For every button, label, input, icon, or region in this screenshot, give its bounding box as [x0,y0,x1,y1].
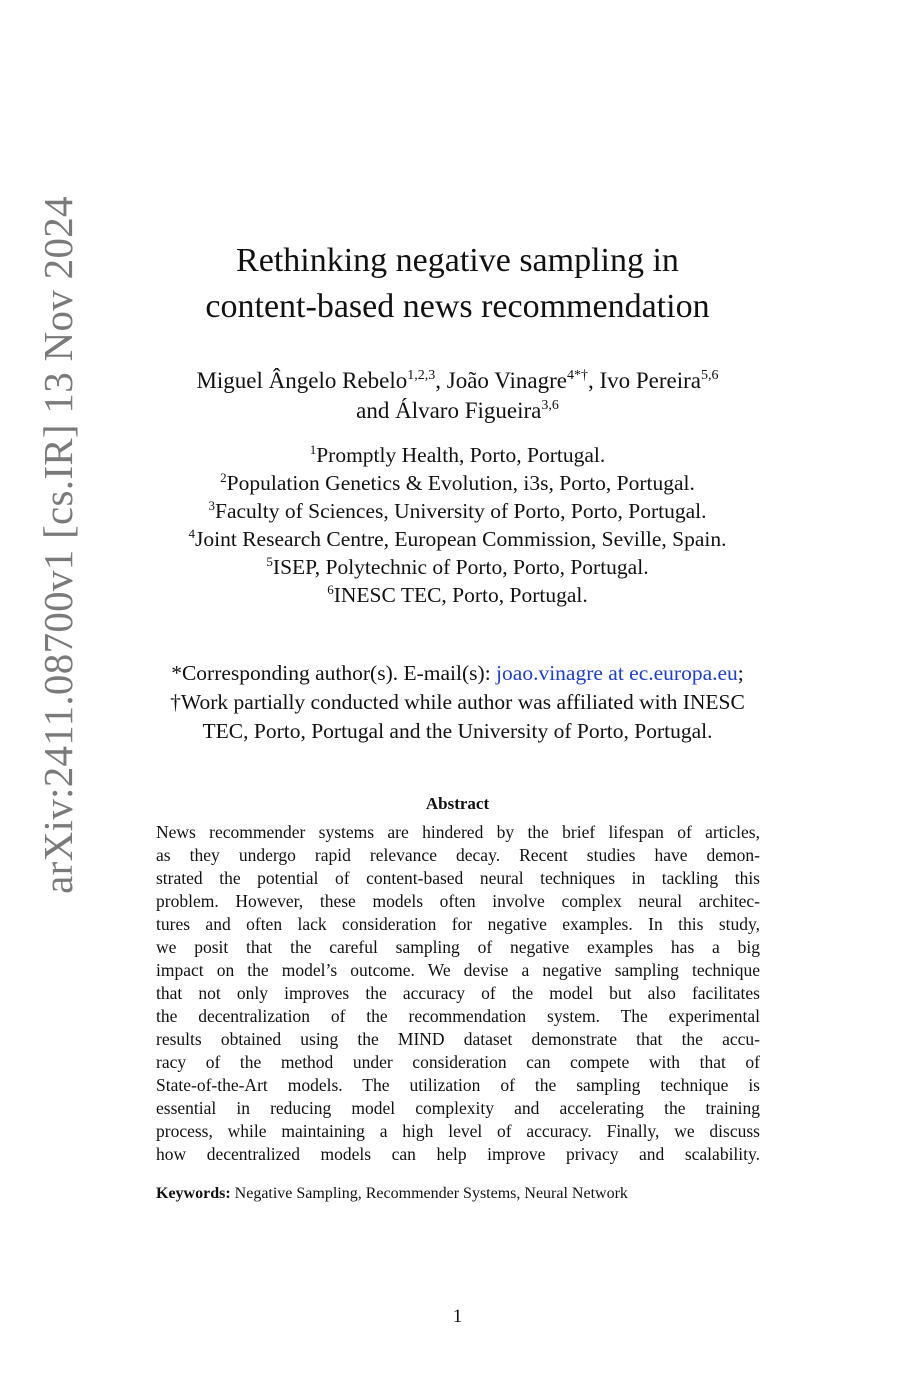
abstract-line: problem. However, these models often involve complex neural architec- [156,891,760,911]
affiliation-text: ISEP, Polytechnic of Porto, Porto, Portugal. [272,555,649,579]
abstract-line: results obtained using the MIND dataset demonstrate that the accu- [156,1029,760,1049]
author-notes [0,659,915,746]
keywords [156,1185,628,1203]
author-line-2 [0,396,915,426]
corresponding-prefix: *Corresponding author(s). E-mail(s): [171,661,497,685]
author-separator: , [435,368,447,393]
title-line-1: Rethinking negative sampling in [236,242,679,279]
paper-title [0,238,915,330]
affiliation-item [0,581,915,609]
keywords-text: Negative Sampling, Recommender Systems, Neural Network [230,1185,628,1202]
corresponding-suffix: ; [737,661,744,685]
affiliation-item [0,469,915,497]
abstract-heading: Abstract [425,794,490,813]
author-affiliation-marks: 5,6 [701,368,719,383]
author-name: Miguel Ângelo Rebelo [196,368,408,393]
affiliation-item [0,525,915,553]
affiliation-text: Faculty of Sciences, University of Porto, Porto, Portugal. [215,499,707,523]
author-separator: , [587,368,600,393]
affiliation-text: Population Genetics & Evolution, i3s, Porto, Portugal. [226,471,695,495]
abstract-line: essential in reducing model complexity and accelerating the training [156,1098,760,1118]
affiliation-list [0,441,915,609]
affiliation-number: 2 [220,470,227,485]
affiliation-item [0,553,915,581]
abstract-line: how decentralized models can help improve privacy and scalability. [156,1144,760,1164]
abstract-line: impact on the model’s outcome. We devise a negative sampling technique [156,960,760,980]
dagger-note-line-1: †Work partially conducted while author was affiliated with INESC [170,690,745,714]
abstract-line: we posit that the careful sampling of negative examples has a big [156,937,760,957]
abstract-line: process, while maintaining a high level of accuracy. Finally, we discuss [156,1121,760,1141]
abstract-line: News recommender systems are hindered by the brief lifespan of articles, [156,822,760,842]
author-conjunction: and [356,398,396,423]
affiliation-text: Promptly Health, Porto, Portugal. [316,443,606,467]
author-affiliation-marks: 1,2,3 [407,368,436,383]
affiliation-item [0,497,915,525]
abstract-line: as they undergo rapid relevance decay. Recent studies have demon- [156,845,760,865]
abstract-line: strated the potential of content-based neural techniques in tackling this [156,868,760,888]
title-line-2: content-based news recommendation [205,288,710,325]
corresponding-author-note [0,659,915,688]
dagger-note-line-2: TEC, Porto, Portugal and the University of Porto, Portugal. [202,719,713,743]
author-affiliation-marks: 4*† [566,368,588,383]
affiliation-number: 4 [188,526,196,541]
affiliation-text: INESC TEC, Porto, Portugal. [333,583,588,607]
affiliation-number: 6 [327,582,334,597]
affiliation-text: Joint Research Centre, European Commission, Seville, Spain. [195,527,727,551]
affiliation-item [0,441,915,469]
author-list [0,366,915,426]
author-name: João Vinagre [446,368,567,393]
keywords-label: Keywords: [156,1185,231,1202]
email-link[interactable]: joao.vinagre at ec.europa.eu [496,661,738,685]
page-number: 1 [452,1306,463,1327]
author-line-1 [0,366,915,396]
affiliation-number: 5 [266,554,273,569]
author-name: Ivo Pereira [599,368,702,393]
affiliation-number: 1 [309,442,317,457]
abstract-line: tures and often lack consideration for negative examples. In this study, [156,914,760,934]
affiliation-number: 3 [208,498,216,513]
author-name: Álvaro Figueira [395,398,542,423]
abstract-text [156,821,760,1166]
abstract-line: State-of-the-Art models. The utilization of the sampling technique is [156,1075,760,1095]
arxiv-identifier-stamp: arXiv:2411.08700v1 [cs.IR] 13 Nov 2024 [35,196,81,894]
abstract-line: that not only improves the accuracy of the model but also facilitates [156,983,760,1003]
author-affiliation-marks: 3,6 [541,398,559,413]
abstract-line: racy of the method under consideration can compete with that of [156,1052,760,1072]
abstract-line: the decentralization of the recommendation system. The experimental [156,1006,760,1026]
